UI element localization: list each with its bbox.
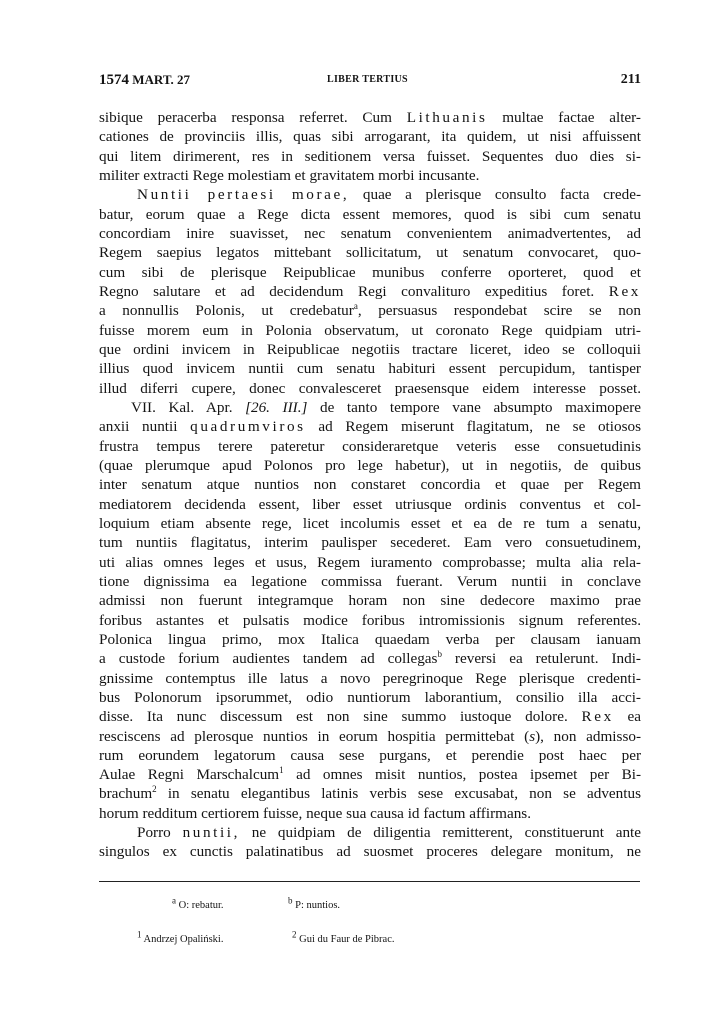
text-line: batur, eorum quae a Rege dicta essent memores, quod is sibi cum senatu bbox=[99, 205, 641, 223]
spaced-name: Rex bbox=[608, 282, 641, 300]
text-line: cum sibi de plerisque Reipublicae munibus conferre oporteret, quod et bbox=[99, 263, 641, 281]
text-line: Regem saepius legatos mittebant sollicitatum, ut senatum convocaret, quo- bbox=[99, 244, 641, 262]
text-line: Nuntii pertaesi morae, quae a plerisque consulto facta crede- bbox=[137, 186, 642, 204]
text-line: rum eorundem legatorum causa sese purgans, et perendie post haec per bbox=[99, 746, 641, 764]
text-line: Regno salutare et ad decidendum Regi convalituro expeditius foret. Rex bbox=[99, 282, 641, 300]
spaced-name: Nuntii pertaesi morae, bbox=[137, 186, 350, 204]
header-date: 1574 MART. 27 bbox=[99, 72, 191, 88]
text-line: frustra tempus terere pateretur consideraretque veteris esse consuetudinis bbox=[99, 437, 641, 455]
text-line: cationes de provinciis illis, quas sibi arrogarant, ita quidem, ut nisi affuissent bbox=[99, 128, 641, 146]
text-line: disse. Ita nunc discessum est non sine summo iustoque dolore. Rex ea bbox=[99, 708, 641, 726]
text-line: a nonnullis Polonis, ut credebatur$^a$, persuasus respondebat scire se non bbox=[99, 301, 641, 320]
text-line: tum nuntiis flagitatus, interim paulisper secederet. Eam vero consuetudinem, bbox=[99, 534, 641, 552]
text-line: foribus astantes et pulsatis modice foribus intromissionis signum referentes. bbox=[99, 611, 641, 629]
text-line: uti alias omnes leges et usus, Regem iuramento comprobasse; multa alia rela- bbox=[99, 553, 641, 571]
footnote-2: $^2$ Gui du Faur de Pibrac. bbox=[292, 929, 395, 945]
text-line: bus Polonorum ipsorummet, odio nuntiorum laborantium, consilio illa acci- bbox=[99, 688, 641, 706]
text-line: sibique peracerba responsa referret. Cum Lithuanis multae factae alter- bbox=[99, 109, 641, 126]
text-line: (quae plerumque apud Polonos pro lege habetur), ut in negotiis, de quibus bbox=[99, 456, 641, 474]
text-line: illud diferri cupere, donec convalesceret praesensque eidem interesse posset. bbox=[99, 379, 641, 397]
page-number: 211 bbox=[620, 72, 641, 87]
footnote-ref: a bbox=[353, 301, 358, 312]
text-line: resciscens ad plerosque nuntios in eorum hospitia permittebat (s), non admisso- bbox=[99, 727, 642, 745]
text-line: Aulae Regni Marschalcum$^1$ ad omnes misit nuntios, postea ipsemet per Bi- bbox=[99, 765, 642, 784]
text-line: horum redditum certiorem fuisse, neque sua causa id factum affirmans. bbox=[99, 804, 531, 822]
note-mark: s bbox=[529, 727, 536, 745]
text-line: singulos ex cunctis palatinatibus ad suosmet proceres delegare monitum, ne bbox=[99, 843, 641, 861]
footnote-ref: b bbox=[437, 649, 442, 660]
text-line: fuisse morem eum in Polonia observatum, ut coronato Rege quidpiam utri- bbox=[99, 321, 641, 339]
spaced-name: Rex bbox=[581, 708, 614, 726]
header-title: LIBER TERTIUS bbox=[327, 74, 408, 85]
text-line: que ordini invicem in Reipublicae negotiis tractare liceret, ideo se colloquii bbox=[99, 340, 641, 358]
text-line: Polonica lingua primo, mox Italica quaedam verba per clausam ianuam bbox=[99, 630, 641, 648]
text-line: a custode forium audientes tandem ad collegas$^b$ reversi ea retulerunt. Indi- bbox=[99, 649, 641, 668]
footnote-ref: 2 bbox=[152, 784, 157, 795]
text-line: VII. Kal. Apr. [26. III.] de tanto tempore vane absumpto maximopere bbox=[131, 398, 641, 416]
text-line: inter senatum atque nuntios non constaret concordia et quae per Regem bbox=[99, 476, 641, 494]
text-line: Porro nuntii, ne quidpiam de diligentia remitterent, constituerunt ante bbox=[137, 824, 642, 842]
text-line: concordiam inire suavisset, nec senatum convenientem animadvertentes, ad bbox=[99, 224, 641, 242]
text-line: militer extracti Rege molestiam et gravitatem morbi incusante. bbox=[99, 166, 480, 184]
footnote-1: $^1$ Andrzej Opaliński. bbox=[137, 929, 224, 945]
text-line: illius quod invicem nuntii cum senatu habituri essent percupidum, tantisper bbox=[99, 360, 641, 378]
text-line: anxii nuntii quadrumviros ad Regem miserunt flagitatum, ne se otiosos bbox=[99, 418, 642, 436]
text-line: tione dignissima ea legatione commissa fuerant. Verum nuntii in conclave bbox=[99, 572, 641, 590]
footnote-ref: 1 bbox=[279, 765, 284, 776]
text-line: qui litem dirimerent, res in seditionem versa fuisset. Sequentes duo dies si- bbox=[99, 147, 641, 165]
spaced-name: Lithuanis bbox=[406, 109, 488, 126]
text-line: brachum$^2$ in senatu elegantibus latinis verbis sese excusabat, non se adventus bbox=[99, 784, 641, 803]
date-annotation: [26. III.] bbox=[245, 398, 308, 416]
text-line: loquium etiam absente rege, licet incolumis esset et ea de re tum a senatu, bbox=[99, 514, 641, 532]
running-header bbox=[99, 72, 641, 92]
spaced-name: nuntii, bbox=[182, 824, 240, 842]
text-line: admissi non fuerunt integramque horam non sine dedecore maximo prae bbox=[99, 592, 641, 610]
text-line: gnissime contemptus ille latus a novo peregrinoque Rege plerisque credenti- bbox=[99, 669, 641, 687]
footnote-a: $^a$ O: rebatur. bbox=[172, 895, 224, 911]
footnote-b: $^b$ P: nuntios. bbox=[288, 895, 341, 911]
footnote-divider bbox=[99, 881, 640, 882]
main-text bbox=[99, 108, 641, 862]
spaced-name: quadrumviros bbox=[190, 418, 306, 436]
text-line: mediatorem decidenda essent, liber esset utriusque ordinis conventus et col- bbox=[99, 495, 641, 513]
